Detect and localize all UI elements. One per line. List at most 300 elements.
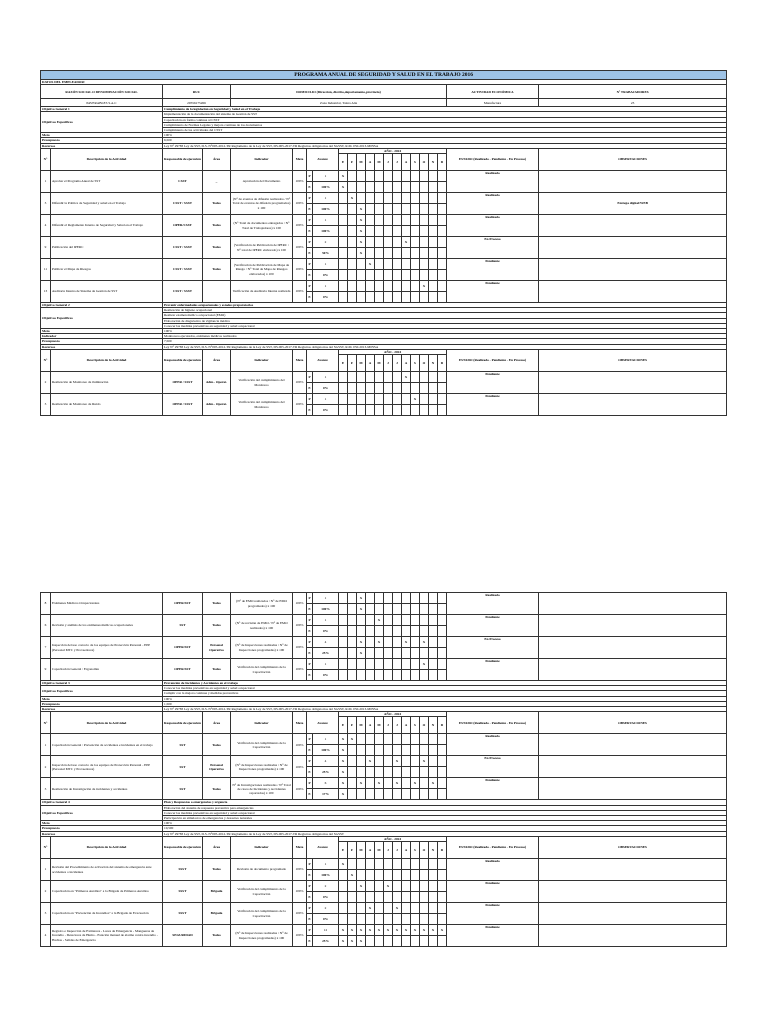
activity-indicator: Aprobación del Documento xyxy=(231,171,293,193)
planned-label: P xyxy=(307,237,313,248)
planned-month-mark: X xyxy=(420,925,429,936)
obj3-budget-label: Presupuesto xyxy=(41,701,163,706)
executed-month-mark xyxy=(393,767,402,778)
executed-month-mark xyxy=(429,892,438,903)
activity-status: Realizado xyxy=(447,193,539,215)
planned-month-mark: X xyxy=(438,925,447,936)
activity-description: Publicar el Mapa de Riesgos xyxy=(51,259,163,281)
planned-month-mark xyxy=(357,193,366,204)
activity-number: 1 xyxy=(41,171,51,193)
executed-month-mark xyxy=(366,405,375,416)
executed-month-mark xyxy=(339,914,348,925)
activity-status: Pendiente xyxy=(447,259,539,281)
activity-observation xyxy=(539,881,727,903)
planned-month-mark xyxy=(438,756,447,767)
activity-number: 4 xyxy=(41,215,51,237)
activity-responsible: OPER/CSST xyxy=(163,215,203,237)
executed-label: E xyxy=(307,383,313,394)
planned-month-mark xyxy=(411,372,420,383)
planned-label: P xyxy=(307,859,313,870)
executed-value: 17% xyxy=(313,789,339,800)
planned-month-mark xyxy=(429,259,438,270)
planned-month-mark xyxy=(438,372,447,383)
executed-month-mark xyxy=(339,383,348,394)
planned-month-mark xyxy=(339,615,348,626)
activity-responsible: CSST / SSST xyxy=(163,259,203,281)
planned-month-mark xyxy=(339,193,348,204)
planned-month-mark xyxy=(429,215,438,226)
activity-row xyxy=(41,881,727,892)
obj2-col-month: M xyxy=(357,355,366,372)
obj3-col-month: N xyxy=(429,717,438,734)
obj3-col-month: A xyxy=(402,717,411,734)
obj4-specific-item: Participación en simulacros de emergencias y desastres naturales xyxy=(163,816,727,821)
executed-month-mark xyxy=(420,870,429,881)
activity-observation xyxy=(539,734,727,756)
obj1-meta-value: 100% xyxy=(163,133,727,138)
activity-observation xyxy=(539,659,727,681)
executed-month-mark xyxy=(384,204,393,215)
obj1-col-month: A xyxy=(402,154,411,171)
activity-number: 3 xyxy=(41,394,51,416)
planned-month-mark xyxy=(438,778,447,789)
executed-month-mark xyxy=(339,226,348,237)
obj2-col-obs: OBSERVACIONES xyxy=(539,349,727,371)
planned-month-mark xyxy=(348,637,357,648)
executed-month-mark xyxy=(438,292,447,303)
planned-month-mark xyxy=(384,637,393,648)
executed-month-mark xyxy=(384,870,393,881)
executed-month-mark xyxy=(411,789,420,800)
executed-month-mark: X xyxy=(339,936,348,947)
activity-responsible: CSST / SSST xyxy=(163,193,203,215)
obj3-col-area: Área xyxy=(203,712,231,734)
planned-month-mark xyxy=(438,215,447,226)
obj1-resources-label: Recursos xyxy=(41,143,163,148)
obj2-col-meta: Meta xyxy=(293,349,307,371)
activity-area: Todos xyxy=(203,615,231,637)
executed-month-mark xyxy=(438,648,447,659)
activity-meta: 100% xyxy=(293,778,307,800)
obj2-col-indicator: Indicador xyxy=(231,349,293,371)
executed-label: E xyxy=(307,182,313,193)
executed-month-mark xyxy=(429,292,438,303)
executed-month-mark xyxy=(339,292,348,303)
obj2-col-num: N° xyxy=(41,349,51,371)
planned-month-mark: X xyxy=(339,925,348,936)
activity-responsible: SSST xyxy=(163,859,203,881)
executed-month-mark xyxy=(339,270,348,281)
obj4-col-estado: ESTADO (Realizado - Pendiente - En Proceso) xyxy=(447,836,539,858)
obj4-col-num: N° xyxy=(41,836,51,858)
planned-month-mark: X xyxy=(357,593,366,604)
planned-month-mark xyxy=(429,615,438,626)
obj4-col-month: D xyxy=(438,842,447,859)
planned-label: P xyxy=(307,259,313,270)
activity-indicator: (N° de revisión de EMO / N° de EMO realizados) x 100 xyxy=(231,615,293,637)
executed-month-mark xyxy=(438,383,447,394)
executed-value: 100% xyxy=(313,204,339,215)
obj1-col-area: Área xyxy=(203,148,231,170)
obj4-col-resp: Responsable de ejecución xyxy=(163,836,203,858)
planned-month-mark xyxy=(384,756,393,767)
planned-month-mark xyxy=(393,859,402,870)
planned-month-mark xyxy=(384,593,393,604)
objective-3-section xyxy=(41,681,727,800)
obj4-col-indicator: Indicador xyxy=(231,836,293,858)
planned-month-mark xyxy=(375,859,384,870)
executed-value: 100% xyxy=(313,182,339,193)
planned-month-mark xyxy=(384,903,393,914)
planned-month-mark xyxy=(375,281,384,292)
planned-month-mark xyxy=(438,637,447,648)
executed-label: E xyxy=(307,745,313,756)
activity-description: Realización de Monitoreo de Ruido xyxy=(51,394,163,416)
planned-month-mark: X xyxy=(393,756,402,767)
employer-workers-header: Nº TRABAJADORES xyxy=(539,85,727,99)
planned-month-mark xyxy=(393,237,402,248)
obj3-specific-label: Objetivos Específicos xyxy=(41,686,163,696)
executed-month-mark: X xyxy=(357,226,366,237)
obj2-specific-label: Objetivos Específicos xyxy=(41,308,163,329)
activity-observation xyxy=(539,778,727,800)
obj3-col-avance: Avance xyxy=(307,712,339,734)
activity-indicator: (Verificación de Publicación de IPERC / N° total de IPERC elaborado) x 100 xyxy=(231,237,293,259)
activity-status: Pendiente xyxy=(447,281,539,303)
executed-label: E xyxy=(307,936,313,947)
activity-area: Todos xyxy=(203,734,231,756)
planned-label: P xyxy=(307,171,313,182)
executed-month-mark xyxy=(429,204,438,215)
activity-row xyxy=(41,171,727,182)
activity-description: Aprobar el Programa Anual de SST xyxy=(51,171,163,193)
executed-month-mark xyxy=(402,270,411,281)
activity-row xyxy=(41,615,727,626)
planned-month-mark xyxy=(348,394,357,405)
activity-observation xyxy=(539,903,727,925)
planned-month-mark xyxy=(393,259,402,270)
planned-month-mark xyxy=(438,903,447,914)
planned-month-mark xyxy=(348,215,357,226)
activity-meta: 100% xyxy=(293,637,307,659)
planned-label: P xyxy=(307,903,313,914)
activity-indicator: (N° de Inspecciones realizadas / N° de Inspecciones programadas) x 100 xyxy=(231,756,293,778)
planned-month-mark xyxy=(411,859,420,870)
activity-indicator: (N° de Inspecciones realizadas / N° de Inspecciones programadas) x 100 xyxy=(231,925,293,947)
executed-value: 0% xyxy=(313,270,339,281)
planned-month-mark xyxy=(357,171,366,182)
executed-month-mark xyxy=(420,892,429,903)
planned-month-mark xyxy=(375,881,384,892)
obj4-col-month: N xyxy=(429,842,438,859)
planned-value: 1 xyxy=(313,593,339,604)
executed-month-mark xyxy=(393,670,402,681)
activity-description: Difundir la Política de Seguridad y salud en el Trabajo xyxy=(51,193,163,215)
activity-number: 7 xyxy=(41,637,51,659)
activity-number: 2 xyxy=(41,881,51,903)
activity-observation xyxy=(539,281,727,303)
executed-month-mark xyxy=(420,270,429,281)
obj4-budget-value: 10,500 xyxy=(163,826,727,831)
planned-month-mark xyxy=(420,859,429,870)
obj1-col-month: N xyxy=(429,154,438,171)
executed-month-mark xyxy=(348,648,357,659)
planned-month-mark xyxy=(339,281,348,292)
activity-responsible: SST xyxy=(163,734,203,756)
executed-month-mark xyxy=(393,270,402,281)
planned-month-mark xyxy=(429,859,438,870)
executed-label: E xyxy=(307,626,313,637)
activity-responsible: OPER/SST xyxy=(163,659,203,681)
executed-month-mark xyxy=(384,914,393,925)
executed-month-mark xyxy=(348,292,357,303)
executed-month-mark xyxy=(384,648,393,659)
executed-label: E xyxy=(307,270,313,281)
planned-month-mark: X xyxy=(357,215,366,226)
activity-number: 11 xyxy=(41,259,51,281)
executed-month-mark xyxy=(402,226,411,237)
planned-month-mark: X xyxy=(357,925,366,936)
executed-month-mark xyxy=(420,745,429,756)
executed-month-mark xyxy=(357,789,366,800)
activity-indicator: Verificación del cumplimiento de la Capacitación xyxy=(231,881,293,903)
activity-indicator: Verificación de Auditoría Interna realizada xyxy=(231,281,293,303)
planned-month-mark xyxy=(357,615,366,626)
activity-indicator: (N° de Inspecciones realizadas / N° de Inspecciones programadas) x 100 xyxy=(231,637,293,659)
obj2-budget-label: Presupuesto xyxy=(41,339,163,344)
activity-meta: 100% xyxy=(293,281,307,303)
executed-label: E xyxy=(307,405,313,416)
planned-label: P xyxy=(307,925,313,936)
executed-month-mark: X xyxy=(348,936,357,947)
planned-month-mark xyxy=(411,903,420,914)
executed-month-mark xyxy=(420,648,429,659)
planned-month-mark xyxy=(384,859,393,870)
executed-label: E xyxy=(307,648,313,659)
activity-row xyxy=(41,637,727,648)
planned-month-mark: X xyxy=(339,859,348,870)
obj3-col-indicator: Indicador xyxy=(231,712,293,734)
executed-label: E xyxy=(307,248,313,259)
obj2-meta-value: 100% xyxy=(163,329,727,334)
activity-observation xyxy=(539,259,727,281)
executed-month-mark xyxy=(429,270,438,281)
executed-month-mark xyxy=(384,182,393,193)
executed-month-mark xyxy=(357,292,366,303)
planned-month-mark: X xyxy=(411,778,420,789)
planned-month-mark: X xyxy=(429,925,438,936)
activity-responsible: SST xyxy=(163,756,203,778)
executed-month-mark xyxy=(339,648,348,659)
activity-status: Pendiente xyxy=(447,659,539,681)
obj3-col-month: O xyxy=(420,717,429,734)
planned-month-mark xyxy=(366,193,375,204)
activity-responsible: SST xyxy=(163,778,203,800)
executed-month-mark xyxy=(366,604,375,615)
executed-month-mark xyxy=(402,745,411,756)
obj2-specific-item: Realizar examen médico ocupacional (EMO) xyxy=(163,313,727,318)
activity-responsible: SSST xyxy=(163,881,203,903)
planned-month-mark xyxy=(375,372,384,383)
obj2-col-resp: Responsable de ejecución xyxy=(163,349,203,371)
executed-month-mark: X xyxy=(357,936,366,947)
planned-month-mark xyxy=(366,372,375,383)
executed-month-mark xyxy=(411,870,420,881)
obj3-col-desc: Descripción de la Actividad xyxy=(51,712,163,734)
activity-meta: 100% xyxy=(293,859,307,881)
obj1-general-text: Cumplimiento de la legislación en Seguridad y Salud en el Trabajo xyxy=(163,107,727,112)
executed-month-mark xyxy=(366,226,375,237)
planned-value: 2 xyxy=(313,237,339,248)
activity-row xyxy=(41,903,727,914)
planned-month-mark xyxy=(384,259,393,270)
activity-status: Realizado xyxy=(447,171,539,193)
planned-month-mark xyxy=(384,734,393,745)
executed-label: E xyxy=(307,604,313,615)
activity-description: Revisión del Procedimiento de activación del sistema de emergencia ante accidentes o incidentes xyxy=(51,859,163,881)
executed-label: E xyxy=(307,892,313,903)
planned-month-mark xyxy=(366,215,375,226)
executed-month-mark xyxy=(393,870,402,881)
planned-label: P xyxy=(307,659,313,670)
executed-month-mark xyxy=(357,892,366,903)
obj2-resources-value: Ley N° 29783 Ley de SST, D.S. N°005-2012-TR Reglamento de la Ley de SST, DS.005-2017-TR Registros obligatorios del SGSST, R.M. 050-2013-MINSA xyxy=(163,344,727,349)
executed-label: E xyxy=(307,670,313,681)
activity-area: Brigada xyxy=(203,903,231,925)
obj3-resources-value: Ley N° 29783 Ley de SST, D.S. N°005-2012-TR Reglamento de la Ley de SST, DS.005-2017-TR Registros obligatorios del SGSST, R.M. 050-2013-MINSA xyxy=(163,707,727,712)
activity-area: Adm.- Operat. xyxy=(203,394,231,416)
executed-month-mark xyxy=(366,936,375,947)
obj3-specific-item: Cumplir con la mejora continua y medidas preventivas xyxy=(163,691,727,696)
executed-value: 0% xyxy=(313,892,339,903)
executed-month-mark xyxy=(420,670,429,681)
activity-area: Todos xyxy=(203,859,231,881)
executed-month-mark xyxy=(366,292,375,303)
activity-row xyxy=(41,372,727,383)
program-table-1 xyxy=(40,70,727,416)
executed-label: E xyxy=(307,914,313,925)
activity-description: Auditoría Interna de Sistema de Gestión de SST xyxy=(51,281,163,303)
executed-month-mark xyxy=(384,248,393,259)
planned-label: P xyxy=(307,881,313,892)
executed-month-mark xyxy=(420,248,429,259)
obj1-specific-item: Cumplimiento de Normas Legales y mejora continua de los documentos xyxy=(163,122,727,127)
executed-month-mark xyxy=(375,204,384,215)
executed-month-mark xyxy=(393,405,402,416)
planned-month-mark xyxy=(357,859,366,870)
executed-month-mark xyxy=(429,604,438,615)
activity-number: 8 xyxy=(41,593,51,615)
obj2-col-area: Área xyxy=(203,349,231,371)
executed-month-mark xyxy=(348,604,357,615)
obj1-col-month: E xyxy=(339,154,348,171)
planned-month-mark xyxy=(402,259,411,270)
planned-month-mark: X xyxy=(393,903,402,914)
planned-month-mark xyxy=(420,394,429,405)
planned-month-mark: X xyxy=(393,925,402,936)
obj1-col-resp: Responsable de ejecución xyxy=(163,148,203,170)
activity-row xyxy=(41,925,727,936)
executed-month-mark xyxy=(348,405,357,416)
executed-month-mark xyxy=(411,292,420,303)
planned-month-mark xyxy=(357,903,366,914)
planned-month-mark xyxy=(357,394,366,405)
executed-month-mark xyxy=(420,604,429,615)
planned-value: 1 xyxy=(313,734,339,745)
obj1-col-month: J xyxy=(384,154,393,171)
executed-month-mark xyxy=(429,383,438,394)
planned-month-mark: X xyxy=(420,637,429,648)
activity-responsible: SEGURIDAD xyxy=(163,925,203,947)
activity-observation xyxy=(539,859,727,881)
employer-section-label: DATOS DEL EMPLEADOR: xyxy=(41,80,727,85)
obj2-col-month: A xyxy=(402,355,411,372)
executed-month-mark xyxy=(438,405,447,416)
employer-name-header: RAZÓN SOCIAL O DENOMINACIÓN SOCIAL xyxy=(41,85,163,99)
planned-month-mark xyxy=(384,394,393,405)
activity-row xyxy=(41,237,727,248)
employer-address-header: DOMICILIO (Dirección, distrito,departamento,provincia) xyxy=(231,85,447,99)
obj2-col-avance: Avance xyxy=(307,349,339,371)
executed-month-mark xyxy=(366,914,375,925)
planned-month-mark xyxy=(402,394,411,405)
executed-month-mark xyxy=(411,204,420,215)
executed-month-mark xyxy=(393,248,402,259)
employer-activity: Manufactura xyxy=(447,99,539,107)
planned-month-mark xyxy=(411,756,420,767)
executed-month-mark xyxy=(420,626,429,637)
activity-description: Capacitación General : Ergonomía xyxy=(51,659,163,681)
planned-month-mark xyxy=(438,615,447,626)
planned-month-mark xyxy=(411,215,420,226)
obj2-resources-label: Recursos xyxy=(41,344,163,349)
executed-month-mark xyxy=(339,604,348,615)
activity-indicator: Verificación del cumplimiento de la Capacitación xyxy=(231,903,293,925)
activity-meta: 100% xyxy=(293,903,307,925)
activity-meta: 100% xyxy=(293,215,307,237)
planned-value: 1 xyxy=(313,215,339,226)
executed-value: 0% xyxy=(313,405,339,416)
employer-ruc-header: RUC xyxy=(163,85,231,99)
executed-month-mark xyxy=(384,270,393,281)
obj4-general-text: Plan y Respuestas a emergencias y urgencia xyxy=(163,800,727,805)
executed-month-mark xyxy=(438,204,447,215)
activity-indicator: (N° de EMO realizados / N° de EMO programados) x 100 xyxy=(231,593,293,615)
obj1-col-avance: Avance xyxy=(307,148,339,170)
executed-month-mark: X xyxy=(357,604,366,615)
planned-month-mark xyxy=(429,903,438,914)
activity-row xyxy=(41,778,727,789)
planned-month-mark xyxy=(339,372,348,383)
planned-month-mark xyxy=(438,394,447,405)
activity-row xyxy=(41,259,727,270)
executed-month-mark xyxy=(402,182,411,193)
obj3-col-year: AÑO - 2024 xyxy=(339,712,447,717)
planned-month-mark: X xyxy=(402,237,411,248)
planned-month-mark xyxy=(393,281,402,292)
executed-month-mark xyxy=(366,767,375,778)
planned-month-mark: X xyxy=(339,756,348,767)
activity-number: 9 xyxy=(41,237,51,259)
executed-month-mark xyxy=(420,292,429,303)
planned-month-mark: X xyxy=(384,881,393,892)
executed-month-mark xyxy=(438,745,447,756)
activity-row xyxy=(41,193,727,204)
obj1-col-month: O xyxy=(420,154,429,171)
activity-indicator: Verificación del cumplimiento del Monitoreo xyxy=(231,372,293,394)
planned-month-mark xyxy=(429,637,438,648)
executed-month-mark xyxy=(429,626,438,637)
